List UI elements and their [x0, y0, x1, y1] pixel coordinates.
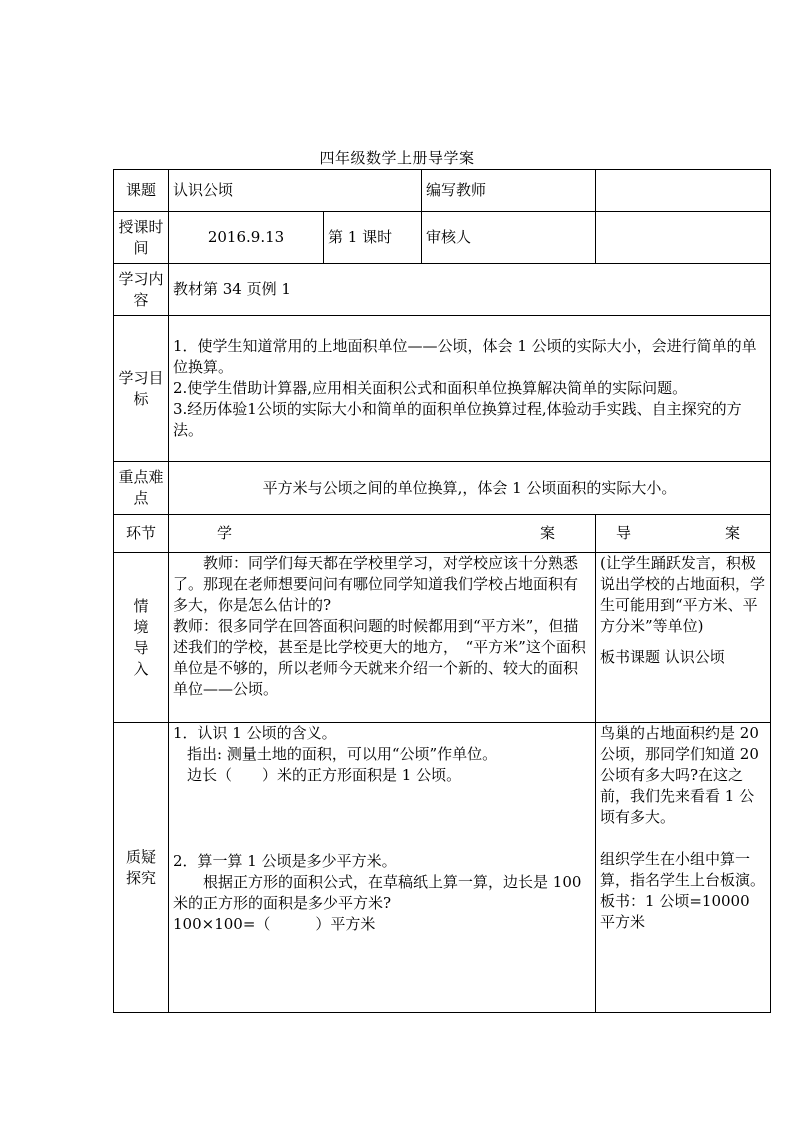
- row-goals: [114, 316, 771, 462]
- inquiry-study-para: 100×100=（ ）平方米: [173, 915, 376, 933]
- inquiry-guide-para: 鸟巢的占地面积约是 20 公顷，那同学们知道 20 公顷有多大吗?在这之前，我们先来看看 1 公顷有多大。: [600, 724, 759, 826]
- reviewer-value: [596, 212, 771, 264]
- reviewer-label: 审核人: [422, 212, 596, 264]
- document-title: 四年级数学上册导学案: [319, 149, 475, 167]
- study-header: [169, 515, 596, 553]
- goal-item: 1．使学生知道常用的上地面积单位——公顷，体会 1 公顷的实际大小，会进行简单的单位换算。: [173, 337, 757, 376]
- situation-label: 情境导入: [114, 553, 169, 723]
- row-date: [114, 212, 771, 264]
- topic-value: 认识公顷: [169, 170, 422, 212]
- row-situation: [114, 553, 771, 723]
- situation-guide: [596, 553, 771, 723]
- key-points-label: 重点难点: [114, 462, 169, 515]
- guide-header: [596, 515, 771, 553]
- inquiry-study-para: 边长（ ）米的正方形面积是 1 公顷。: [187, 766, 462, 784]
- goals-list: [169, 316, 771, 462]
- goals-label: 学习目标: [114, 316, 169, 462]
- inquiry-study: [169, 723, 596, 1013]
- guide-header-b: 案: [725, 524, 741, 542]
- topic-label: 课题: [114, 170, 169, 212]
- goal-item: 2.使学生借助计算器,应用相关面积公式和面积单位换算解决简单的实际问题。: [173, 379, 688, 397]
- row-sections-header: [114, 515, 771, 553]
- row-inquiry: [114, 723, 771, 1013]
- author-label: 编写教师: [422, 170, 596, 212]
- row-content: [114, 264, 771, 316]
- lesson-plan-table: [113, 169, 771, 1013]
- content-label: 学习内容: [114, 264, 169, 316]
- situation-guide-para: (让学生踊跃发言，积极说出学校的占地面积，学生可能用到“平方米、平方分米”等单位): [600, 554, 766, 635]
- inquiry-study-para: 根据正方形的面积公式，在草稿纸上算一算，边长是 100 米的正方形的面积是多少平方米?: [173, 873, 582, 912]
- row-topic: [114, 170, 771, 212]
- study-header-b: 案: [540, 524, 556, 542]
- situation-study-para: 教师：同学们每天都在学校里学习，对学校应该十分熟悉了。那现在老师想要问问有哪位同学知道我们学校占地面积有多大，你是怎么估计的?: [173, 554, 579, 614]
- situation-study-para: 教师：很多同学在回答面积问题的时候都用到“平方米”，但描述我们的学校，甚至是比学校更大的地方， “平方米”这个面积单位是不够的，所以老师今天就来介绍一个新的、较大的面积单位——公顷。: [173, 617, 586, 698]
- goal-item: 3.经历体验1公顷的实际大小和简单的面积单位换算过程,体验动手实践、自主探究的方法。: [173, 400, 742, 439]
- situation-study: [169, 553, 596, 723]
- sections-label: 环节: [114, 515, 169, 553]
- content-value: 教材第 34 页例 1: [169, 264, 771, 316]
- inquiry-study-para: 指出: 测量土地的面积，可以用“公顷”作单位。: [187, 745, 498, 763]
- inquiry-guide: [596, 723, 771, 1013]
- inquiry-guide-para: 板书：1 公顷=10000 平方米: [600, 892, 750, 931]
- guide-header-a: 导: [616, 524, 632, 542]
- period-value: 第 1 课时: [324, 212, 422, 264]
- author-value: [596, 170, 771, 212]
- key-points-value: 平方米与公顷之间的单位换算,，体会 1 公顷面积的实际大小。: [169, 462, 771, 515]
- date-label: 授课时间: [114, 212, 169, 264]
- row-key-points: [114, 462, 771, 515]
- date-value: 2016.9.13: [169, 212, 324, 264]
- inquiry-study-para: 1．认识 1 公顷的含义。: [173, 724, 337, 742]
- study-header-a: 学: [217, 524, 233, 542]
- inquiry-study-para: 2．算一算 1 公顷是多少平方米。: [173, 852, 397, 870]
- inquiry-label: 质疑探究: [114, 723, 169, 1013]
- inquiry-guide-para: 组织学生在小组中算一算，指名学生上台板演。: [600, 850, 766, 889]
- situation-guide-para: 板书课题 认识公顷: [600, 648, 725, 666]
